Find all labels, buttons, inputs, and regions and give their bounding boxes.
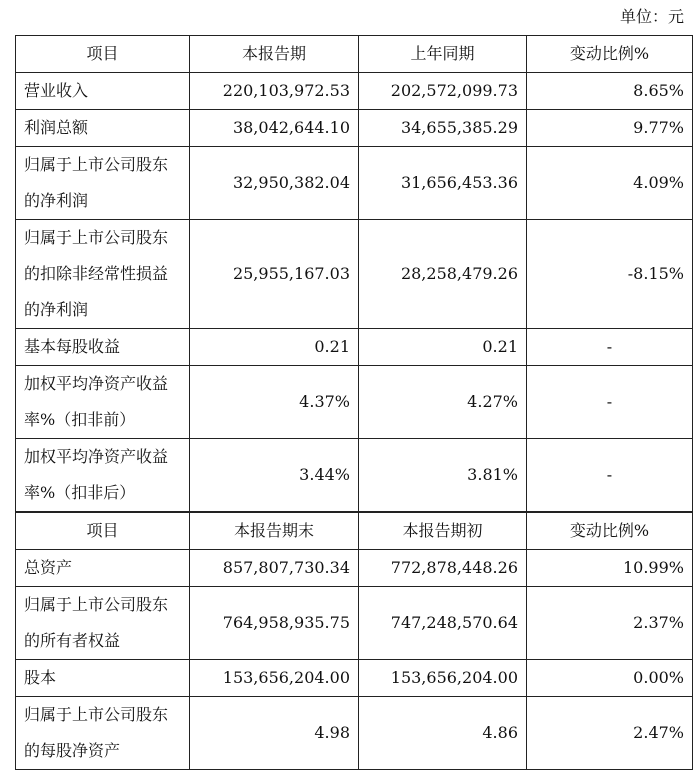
change-value: - <box>527 366 693 439</box>
table-row <box>16 439 693 513</box>
change-value: 0.00% <box>527 660 693 697</box>
current-value: 153,656,204.00 <box>190 660 359 697</box>
row-label: 归属于上市公司股东的每股净资产 <box>16 697 190 770</box>
current-value: 220,103,972.53 <box>190 73 359 110</box>
header-item: 项目 <box>16 512 190 550</box>
change-value: 9.77% <box>527 110 693 147</box>
table-row <box>16 110 693 147</box>
table-row <box>16 73 693 110</box>
header-prior-period: 上年同期 <box>359 36 527 73</box>
current-value: 0.21 <box>190 329 359 366</box>
prior-value: 31,656,453.36 <box>359 147 527 220</box>
financial-table <box>15 35 693 770</box>
change-value: 8.65% <box>527 73 693 110</box>
table-row <box>16 550 693 587</box>
change-value: - <box>527 329 693 366</box>
current-value: 4.98 <box>190 697 359 770</box>
prior-value: 772,878,448.26 <box>359 550 527 587</box>
header-change-pct: 变动比例% <box>527 512 693 550</box>
table-row <box>16 329 693 366</box>
change-value: -8.15% <box>527 220 693 329</box>
row-label: 股本 <box>16 660 190 697</box>
prior-value: 747,248,570.64 <box>359 587 527 660</box>
prior-value: 202,572,099.73 <box>359 73 527 110</box>
table-row <box>16 220 693 329</box>
current-value: 25,955,167.03 <box>190 220 359 329</box>
prior-value: 3.81% <box>359 439 527 513</box>
header-period-start: 本报告期初 <box>359 512 527 550</box>
table-row <box>16 697 693 770</box>
current-value: 857,807,730.34 <box>190 550 359 587</box>
row-label: 归属于上市公司股东的净利润 <box>16 147 190 220</box>
table-header-row <box>16 36 693 73</box>
change-value: 2.37% <box>527 587 693 660</box>
row-label: 归属于上市公司股东的扣除非经常性损益的净利润 <box>16 220 190 329</box>
header-change-pct: 变动比例% <box>527 36 693 73</box>
header-current-period: 本报告期 <box>190 36 359 73</box>
table-row <box>16 660 693 697</box>
prior-value: 4.86 <box>359 697 527 770</box>
current-value: 3.44% <box>190 439 359 513</box>
change-value: - <box>527 439 693 513</box>
table-header-row <box>16 512 693 550</box>
prior-value: 4.27% <box>359 366 527 439</box>
prior-value: 28,258,479.26 <box>359 220 527 329</box>
row-label: 营业收入 <box>16 73 190 110</box>
table-row <box>16 587 693 660</box>
change-value: 2.47% <box>527 697 693 770</box>
table-row <box>16 366 693 439</box>
current-value: 32,950,382.04 <box>190 147 359 220</box>
prior-value: 153,656,204.00 <box>359 660 527 697</box>
prior-value: 0.21 <box>359 329 527 366</box>
unit-label: 单位：元 <box>619 7 684 26</box>
row-label: 利润总额 <box>16 110 190 147</box>
row-label: 加权平均净资产收益率%（扣非前） <box>16 366 190 439</box>
current-value: 4.37% <box>190 366 359 439</box>
row-label: 总资产 <box>16 550 190 587</box>
current-value: 38,042,644.10 <box>190 110 359 147</box>
row-label: 加权平均净资产收益率%（扣非后） <box>16 439 190 513</box>
table-row <box>16 147 693 220</box>
header-period-end: 本报告期末 <box>190 512 359 550</box>
row-label: 归属于上市公司股东的所有者权益 <box>16 587 190 660</box>
change-value: 4.09% <box>527 147 693 220</box>
current-value: 764,958,935.75 <box>190 587 359 660</box>
change-value: 10.99% <box>527 550 693 587</box>
header-item: 项目 <box>16 36 190 73</box>
row-label: 基本每股收益 <box>16 329 190 366</box>
prior-value: 34,655,385.29 <box>359 110 527 147</box>
